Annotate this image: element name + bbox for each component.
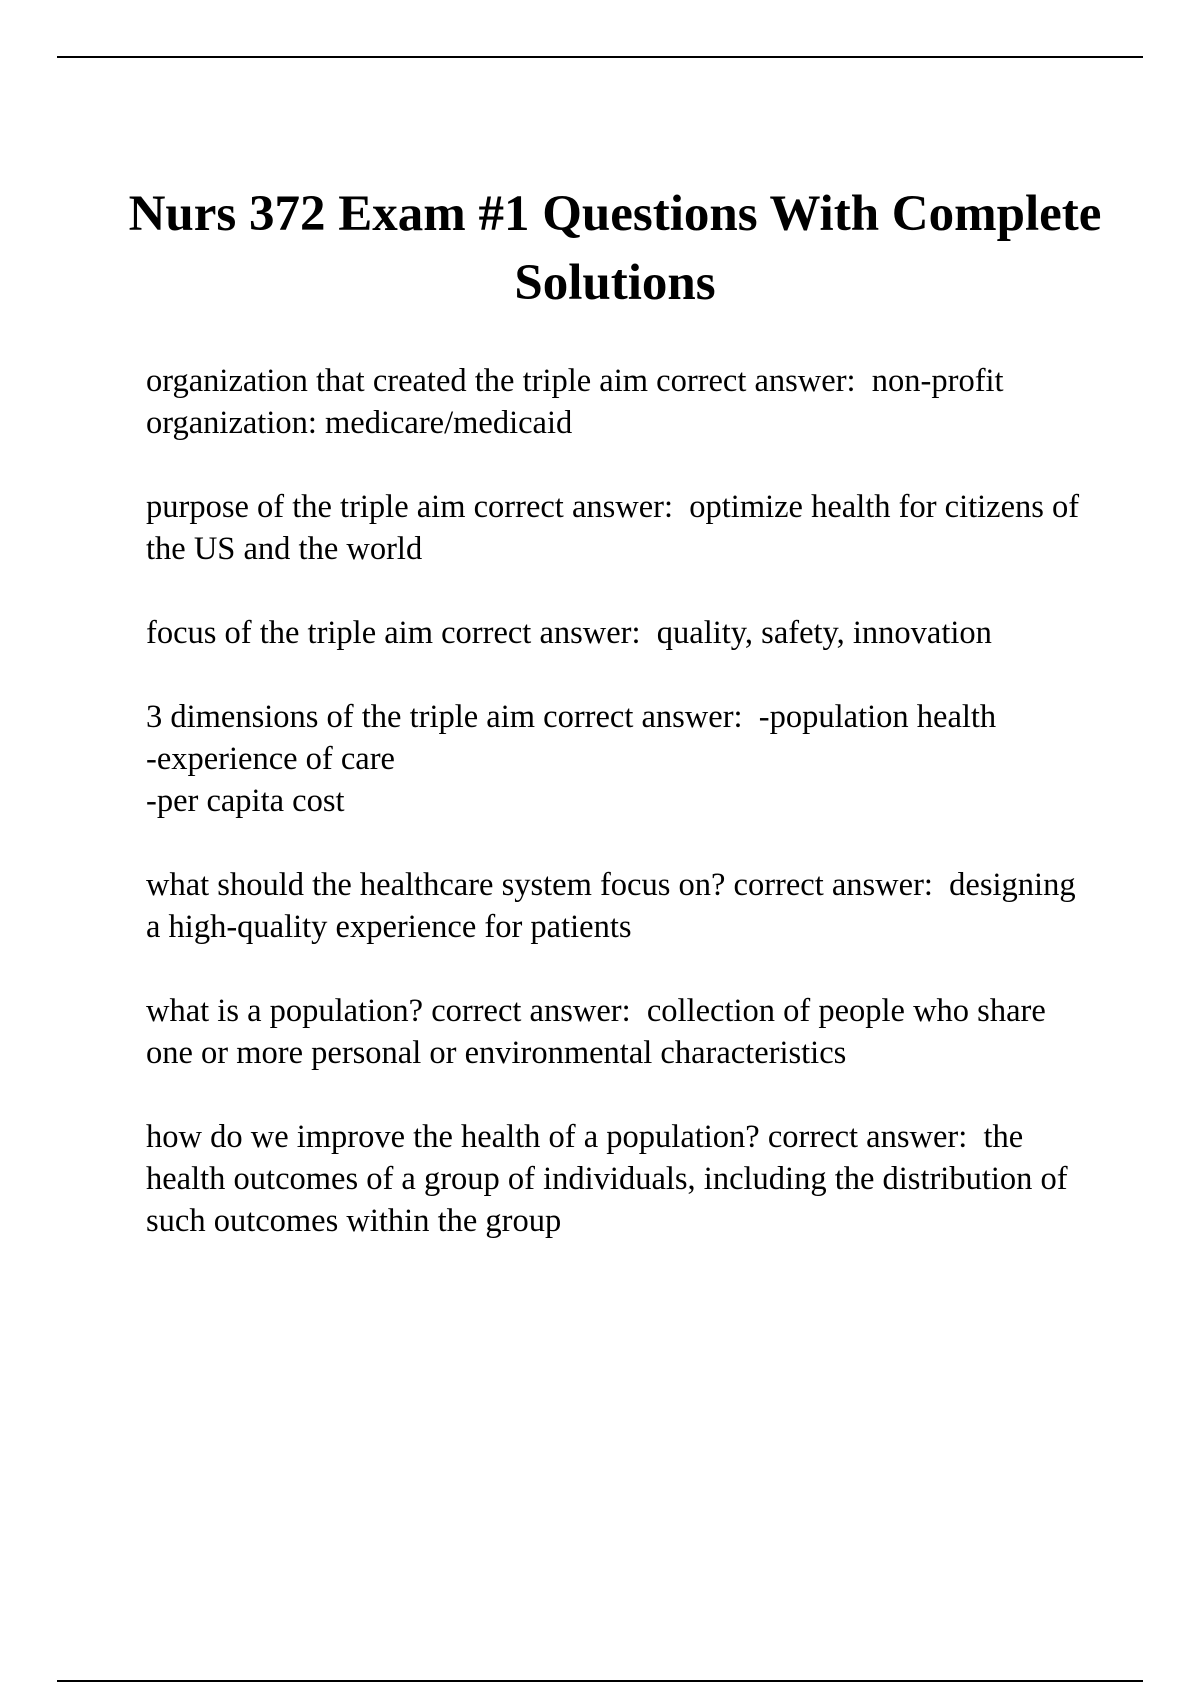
qa-text: focus of the triple aim correct answer: quality, safety, innovation	[146, 615, 992, 651]
qa-item-healthcare-focus	[146, 864, 1086, 948]
qa-text: 3 dimensions of the triple aim correct answer: -population health	[146, 699, 997, 735]
qa-extra-line: -per capita cost	[146, 783, 345, 819]
qa-text: what should the healthcare system focus on? correct answer: designing a high-quality experience for patients	[146, 867, 1084, 945]
qa-item-organization	[146, 360, 1086, 444]
qa-list	[146, 360, 1086, 1284]
qa-text: what is a population? correct answer: collection of people who share one or more personal or environmental characteristics	[146, 993, 1054, 1071]
qa-item-purpose	[146, 486, 1086, 570]
qa-item-dimensions	[146, 696, 1086, 822]
footer-rule	[57, 1680, 1143, 1682]
qa-text: how do we improve the health of a population? correct answer: the health outcomes of a group of individuals, including the distribution of such outcomes within the group	[146, 1119, 1076, 1239]
qa-item-focus	[146, 612, 1086, 654]
qa-item-population	[146, 990, 1086, 1074]
header-rule	[57, 56, 1143, 58]
qa-item-improve-health	[146, 1116, 1086, 1242]
qa-text: purpose of the triple aim correct answer: optimize health for citizens of the US and the world	[146, 489, 1088, 567]
qa-extra-line: -experience of care	[146, 741, 395, 777]
page-title: Nurs 372 Exam #1 Questions With Complete Solutions	[128, 186, 1102, 311]
qa-text: organization that created the triple aim correct answer: non-profit organization: medicare/medicaid	[146, 363, 1012, 441]
